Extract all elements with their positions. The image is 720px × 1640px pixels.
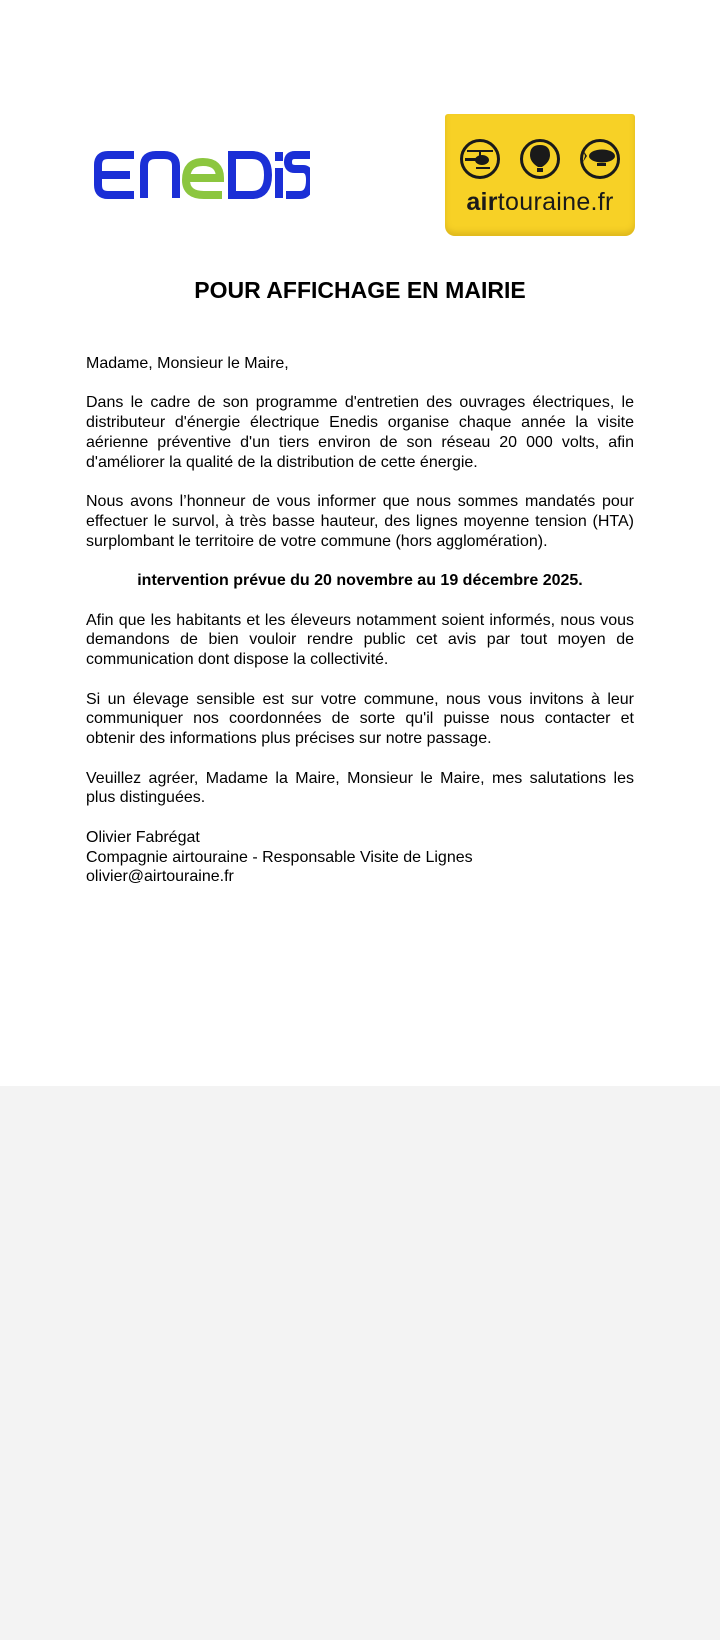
airtouraine-wordmark: airtouraine.fr bbox=[466, 188, 614, 216]
page-title: POUR AFFICHAGE EN MAIRIE bbox=[194, 277, 526, 303]
aircraft-icons bbox=[459, 138, 621, 180]
signature-block bbox=[86, 828, 634, 887]
balloon-icon bbox=[530, 145, 550, 172]
signature-role: Compagnie airtouraine - Responsable Visite de Lignes bbox=[86, 848, 473, 866]
airship-icon bbox=[583, 150, 615, 167]
signature-email: olivier@airtouraine.fr bbox=[86, 868, 234, 886]
paragraph-survol: Nous avons l’honneur de vous informer que nous sommes mandatés pour effectuer le survol, à très basse hauteur, des lignes moyenne tension (HTA) surplombant le territoire de votre commune (hors agglomération). bbox=[86, 493, 634, 550]
enedis-logo bbox=[92, 150, 310, 200]
salutation: Madame, Monsieur le Maire, bbox=[86, 355, 289, 372]
paragraph-elevage: Si un élevage sensible est sur votre commune, nous vous invitons à leur communiquer nos coordonnées de sorte qu'il puisse nous contacter et obtenir des informations plus précises sur notre passage. bbox=[86, 690, 634, 748]
intervention-dates: intervention prévue du 20 novembre au 19 décembre 2025. bbox=[137, 572, 583, 590]
paragraph-information: Afin que les habitants et les éleveurs notamment soient informés, nous vous demandons de bien vouloir rendre public cet avis par tout moyen de communication dont dispose la collectivité. bbox=[86, 611, 634, 669]
signature-name: Olivier Fabrégat bbox=[86, 828, 200, 846]
closing-formula: Veuillez agréer, Madame la Maire, Monsieur le Maire, mes salutations les plus distinguées. bbox=[86, 769, 634, 807]
helicopter-icon bbox=[465, 150, 493, 169]
letter-body bbox=[86, 354, 634, 887]
paragraph-programme: Dans le cadre de son programme d'entretien des ouvrages électriques, le distributeur d'énergie électrique Enedis organise chaque année la visite aérienne préventive d'un tiers environ de son réseau 20 000 volts, afin d'améliorer la qualité de la distribution de cette énergie. bbox=[86, 394, 634, 471]
airtouraine-logo bbox=[445, 114, 635, 236]
